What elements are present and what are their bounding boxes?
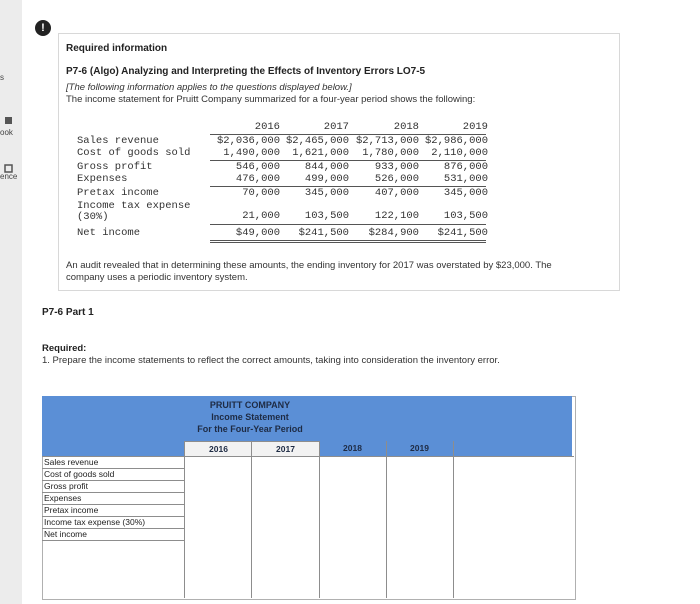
- income-cell: 70,000: [242, 187, 280, 199]
- grid-line: [251, 441, 252, 598]
- income-cell: $241,500: [298, 227, 349, 239]
- income-row-label: Cost of goods sold: [77, 147, 191, 159]
- required-information-title: Required information: [66, 43, 168, 54]
- income-cell: 844,000: [304, 161, 349, 173]
- net-income-double-underline-2: [210, 242, 486, 243]
- grid-line: [386, 441, 387, 598]
- income-row-label: (30%): [77, 211, 109, 223]
- income-cell: $2,986,000: [424, 135, 488, 147]
- grid-line: [184, 441, 185, 598]
- income-row-label: Net income: [77, 227, 141, 239]
- italic-note: [The following information applies to the questions displayed below.]: [66, 82, 352, 93]
- grid-line: [319, 441, 320, 598]
- intro-text: The income statement for Pruitt Company summarized for a four-year period shows the following:: [66, 94, 476, 105]
- income-cell: 21,000: [242, 210, 280, 222]
- year-header-2019: 2019: [462, 121, 488, 133]
- problem-title: P7-6 (Algo) Analyzing and Interpreting the Effects of Inventory Errors LO7-5: [66, 66, 426, 77]
- income-cell: 122,100: [374, 210, 419, 222]
- worksheet-col-2018: 2018: [343, 443, 362, 453]
- grid-line: [453, 441, 454, 598]
- year-header-2018: 2018: [393, 121, 419, 133]
- tax-underline: [210, 224, 486, 225]
- income-cell: 499,000: [304, 173, 349, 185]
- worksheet-col-2019: 2019: [410, 443, 429, 453]
- worksheet-col-2016: 2016: [184, 441, 253, 457]
- worksheet-row-label: Income tax expense (30%): [44, 517, 146, 527]
- part-title: P7-6 Part 1: [42, 307, 94, 318]
- required-label: Required:: [42, 343, 87, 354]
- worksheet-row-label: Gross profit: [44, 481, 88, 491]
- income-cell: 2,110,000: [431, 147, 488, 159]
- income-cell: 1,780,000: [362, 147, 419, 159]
- income-row-label: Sales revenue: [77, 135, 159, 147]
- reference-icon[interactable]: [4, 160, 13, 169]
- income-cell: 103,500: [304, 210, 349, 222]
- income-cell: 476,000: [235, 173, 280, 185]
- income-row-label: Pretax income: [77, 187, 159, 199]
- income-cell: 345,000: [304, 187, 349, 199]
- worksheet-row-label: Expenses: [44, 493, 82, 503]
- income-cell: $284,900: [368, 227, 419, 239]
- income-cell: 876,000: [443, 161, 488, 173]
- worksheet-company: PRUITT COMPANY: [209, 400, 291, 410]
- income-cell: $241,500: [437, 227, 488, 239]
- income-cell: 531,000: [443, 173, 488, 185]
- year-header-2016: 2016: [254, 121, 280, 133]
- left-navigation-rail: [0, 0, 22, 604]
- worksheet-row-label: Net income: [44, 529, 87, 539]
- income-cell: 103,500: [443, 210, 488, 222]
- income-cell: 1,621,000: [292, 147, 349, 159]
- income-cell: 345,000: [443, 187, 488, 199]
- rail-label-book[interactable]: ook: [0, 128, 13, 137]
- worksheet-statement: Income Statement: [211, 412, 289, 422]
- worksheet-row-label: Cost of goods sold: [44, 469, 115, 479]
- rail-label-s: s: [0, 73, 4, 82]
- worksheet-period: For the Four-Year Period: [197, 424, 303, 434]
- income-cell: $2,036,000: [216, 135, 280, 147]
- worksheet-row-label: Sales revenue: [44, 457, 99, 467]
- income-cell: $2,465,000: [285, 135, 349, 147]
- audit-note: An audit revealed that in determining these amounts, the ending inventory for 2017 was overstated by $23,000. The company uses a periodic inventory system.: [66, 260, 552, 283]
- grid-line: [42, 456, 574, 457]
- worksheet-row-label: Pretax income: [44, 505, 99, 515]
- required-text: 1. Prepare the income statements to reflect the correct amounts, taking into consideration the inventory error.: [42, 355, 500, 366]
- grid-line: [42, 540, 185, 541]
- income-cell: 1,490,000: [223, 147, 280, 159]
- alert-icon: !: [35, 20, 51, 36]
- income-cell: $49,000: [235, 227, 280, 239]
- income-cell: 407,000: [374, 187, 419, 199]
- income-cell: 546,000: [235, 161, 280, 173]
- year-header-2017: 2017: [323, 121, 349, 133]
- income-cell: $2,713,000: [355, 135, 419, 147]
- income-row-label: Expenses: [77, 173, 128, 185]
- income-cell: 526,000: [374, 173, 419, 185]
- rail-label-reference[interactable]: ence: [0, 172, 18, 181]
- income-cell: 933,000: [374, 161, 419, 173]
- income-row-label: Gross profit: [77, 161, 153, 173]
- book-icon[interactable]: [4, 112, 13, 121]
- income-row-label: Income tax expense: [77, 200, 191, 212]
- net-income-double-underline-1: [210, 240, 486, 241]
- worksheet-col-2017: 2017: [251, 441, 320, 457]
